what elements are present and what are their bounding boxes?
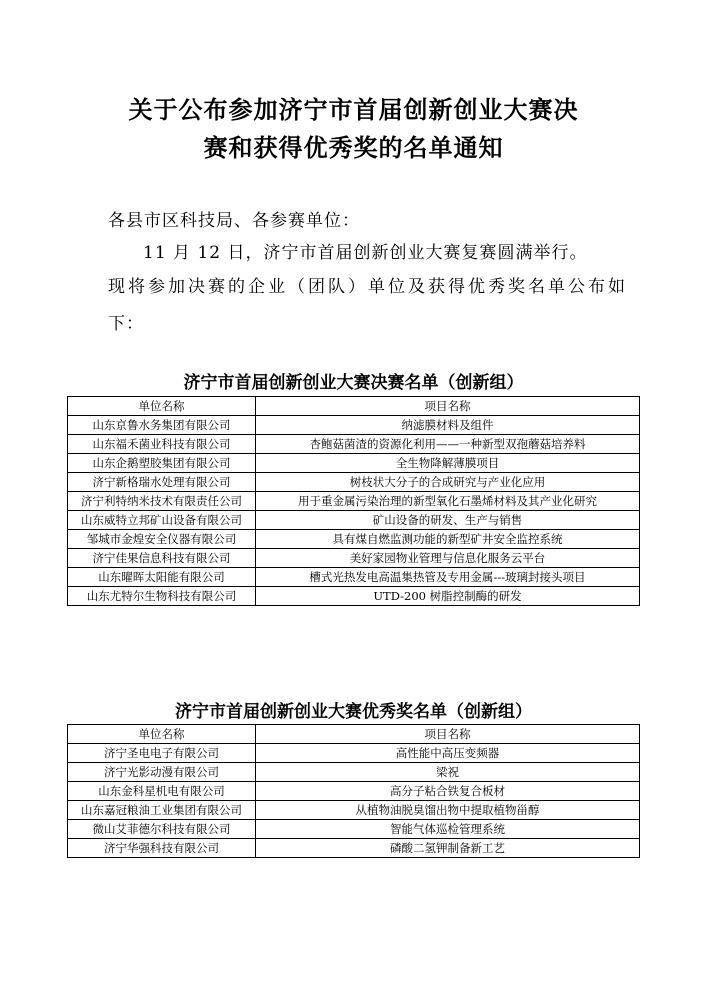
table-row <box>68 473 640 492</box>
project-name-cell: 梁祝 <box>255 763 639 782</box>
project-name-cell: 杏鲍菇菌渣的资源化利用——一种新型双孢蘑菇培养料 <box>255 435 639 454</box>
unit-name-cell: 山东威特立邦矿山设备有限公司 <box>68 511 256 530</box>
unit-name-cell: 济宁利特纳米技术有限责任公司 <box>68 492 256 511</box>
unit-name-cell: 山东企鹅塑胶集团有限公司 <box>68 454 256 473</box>
table-row <box>68 820 640 839</box>
awards-table-caption: 济宁市首届创新创业大赛优秀奖名单（创新组） <box>175 702 532 722</box>
unit-name-cell: 济宁圣电电子有限公司 <box>68 744 256 763</box>
header-project-name: 项目名称 <box>255 725 639 744</box>
project-name-cell: 矿山设备的研发、生产与销售 <box>255 511 639 530</box>
paragraph-line-2: 现将参加决赛的企业（团队）单位及获得优秀奖名单公布如 <box>108 277 628 297</box>
project-name-cell: 槽式光热发电高温集热管及专用金属---玻璃封接头项目 <box>255 568 639 587</box>
project-name-cell: 智能气体巡检管理系统 <box>255 820 639 839</box>
table-row <box>68 416 640 435</box>
unit-name-cell: 济宁光影动漫有限公司 <box>68 763 256 782</box>
unit-name-cell: 济宁新格瑞水处理有限公司 <box>68 473 256 492</box>
project-name-cell: 磷酸二氢钾制备新工艺 <box>255 839 639 858</box>
document-title-line-2: 赛和获得优秀奖的名单通知 <box>203 134 504 162</box>
project-name-cell: 全生物降解薄膜项目 <box>255 454 639 473</box>
project-name-cell: 纳滤膜材料及组件 <box>255 416 639 435</box>
project-name-cell: 具有煤自燃监测功能的新型矿井安全监控系统 <box>255 530 639 549</box>
table-row <box>68 782 640 801</box>
paragraph-line-1: 11 月 12 日，济宁市首届创新创业大赛复赛圆满举行。 <box>143 243 588 263</box>
finalists-table-caption: 济宁市首届创新创业大赛决赛名单（创新组） <box>183 373 524 393</box>
project-name-cell: 美好家园物业管理与信息化服务云平台 <box>255 549 639 568</box>
header-unit-name: 单位名称 <box>68 397 256 416</box>
table-row <box>68 801 640 820</box>
paragraph-line-3: 下： <box>108 314 144 334</box>
finalists-table <box>67 396 640 606</box>
table-row <box>68 530 640 549</box>
unit-name-cell: 山东尤特尔生物科技有限公司 <box>68 587 256 606</box>
table-header-row <box>68 725 640 744</box>
project-name-cell: UTD-200 树脂控制酶的研发 <box>255 587 639 606</box>
project-name-cell: 用于重金属污染治理的新型氧化石墨烯材料及其产业化研究 <box>255 492 639 511</box>
unit-name-cell: 济宁佳果信息科技有限公司 <box>68 549 256 568</box>
table-row <box>68 492 640 511</box>
awards-table <box>67 724 640 858</box>
project-name-cell: 从植物油脱臭馏出物中提取植物甾醇 <box>255 801 639 820</box>
table-row <box>68 454 640 473</box>
unit-name-cell: 山东福禾菌业科技有限公司 <box>68 435 256 454</box>
unit-name-cell: 微山艾菲德尔科技有限公司 <box>68 820 256 839</box>
table-row <box>68 763 640 782</box>
table-row <box>68 549 640 568</box>
unit-name-cell: 邹城市金煌安全仪器有限公司 <box>68 530 256 549</box>
project-name-cell: 高分子粘合铁复合板材 <box>255 782 639 801</box>
table-row <box>68 839 640 858</box>
salutation: 各县市区科技局、各参赛单位： <box>108 211 360 231</box>
table-header-row <box>68 397 640 416</box>
project-name-cell: 高性能中高压变频器 <box>255 744 639 763</box>
header-project-name: 项目名称 <box>255 397 639 416</box>
table-row <box>68 587 640 606</box>
header-unit-name: 单位名称 <box>68 725 256 744</box>
unit-name-cell: 山东曜晖太阳能有限公司 <box>68 568 256 587</box>
table-row <box>68 511 640 530</box>
document-title-line-1: 关于公布参加济宁市首届创新创业大赛决 <box>128 96 579 124</box>
unit-name-cell: 山东京鲁水务集团有限公司 <box>68 416 256 435</box>
unit-name-cell: 山东金科星机电有限公司 <box>68 782 256 801</box>
table-row <box>68 435 640 454</box>
project-name-cell: 树枝状大分子的合成研究与产业化应用 <box>255 473 639 492</box>
table-row <box>68 568 640 587</box>
table-row <box>68 744 640 763</box>
unit-name-cell: 山东嘉冠粮油工业集团有限公司 <box>68 801 256 820</box>
unit-name-cell: 济宁华强科技有限公司 <box>68 839 256 858</box>
